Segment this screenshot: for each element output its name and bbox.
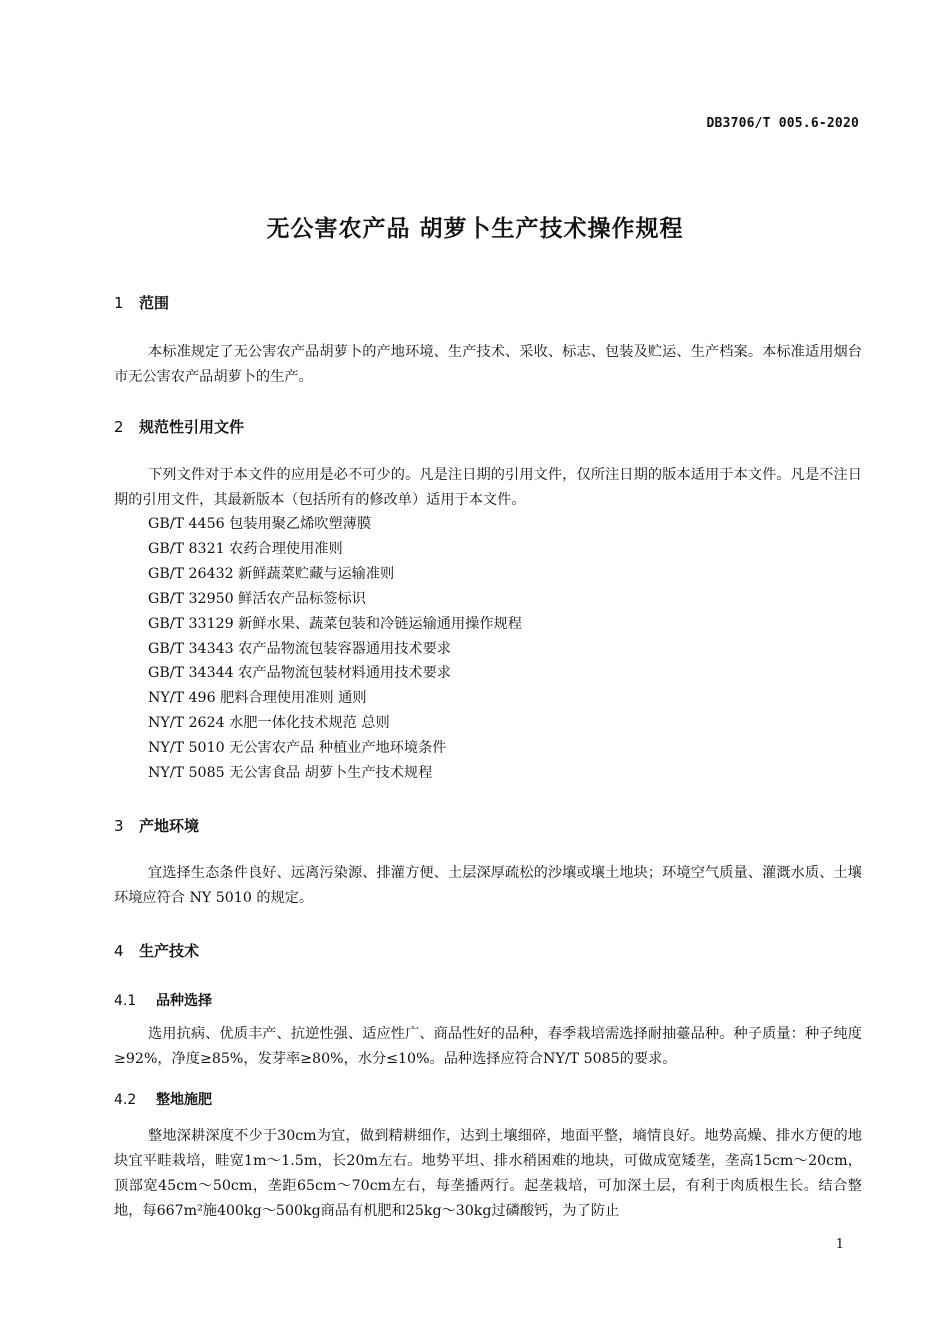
section-number: 3 [114,817,124,835]
reference-item: GB/T 8321 农药合理使用准则 [148,540,343,557]
reference-list [148,512,522,786]
reference-item: GB/T 34344 农产品物流包装材料通用技术要求 [148,665,451,682]
subsection-4-2-heading [114,1089,212,1109]
subsection-number: 4.1 [114,993,137,1009]
page-number: 1 [835,1237,844,1252]
section-title: 生产技术 [139,942,200,960]
subsection-4-1-paragraph: 选用抗病、优质丰产、抗逆性强、适应性广、商品性好的品种，春季栽培需选择耐抽薹品种。种子质量：种子纯度≥92%，净度≥85%，发芽率≥80%，水分≤10%。品种选择应符合NY/T 5085的要求。 [114,1026,862,1067]
subsection-number: 4.2 [114,1092,137,1108]
section-2-paragraph: 下列文件对于本文件的应用是必不可少的。凡是注日期的引用文件，仅所注日期的版本适用于本文件。凡是不注日期的引用文件，其最新版本（包括所有的修改单）适用于本文件。 [114,467,862,508]
reference-item: GB/T 26432 新鲜蔬菜贮藏与运输准则 [148,565,395,582]
section-1-paragraph: 本标准规定了无公害农产品胡萝卜的产地环境、生产技术、采收、标志、包装及贮运、生产档案。本标准适用烟台市无公害农产品胡萝卜的生产。 [114,344,862,385]
section-title: 产地环境 [139,817,200,835]
section-4-heading [114,940,199,961]
reference-item: NY/T 2624 水肥一体化技术规范 总则 [148,715,390,732]
section-title: 范围 [139,294,170,312]
section-3-paragraph: 宜选择生态条件良好、远离污染源、排灌方便、土层深厚疏松的沙壤或壤土地块；环境空气质量、灌溉水质、土壤环境应符合 NY 5010 的规定。 [114,865,862,906]
subsection-title: 品种选择 [156,993,212,1009]
reference-item: NY/T 496 肥料合理使用准则 通则 [148,690,367,707]
standard-code: DB3706/T 005.6-2020 [706,116,859,131]
section-title: 规范性引用文件 [139,418,245,436]
reference-item: NY/T 5085 无公害食品 胡萝卜生产技术规程 [148,765,433,782]
reference-item: GB/T 32950 鲜活农产品标签标识 [148,590,366,607]
section-number: 2 [114,418,124,436]
section-1-heading [114,292,169,313]
section-number: 4 [114,942,124,960]
subsection-4-2-paragraph: 整地深耕深度不少于30cm为宜，做到精耕细作，达到土壤细碎，地面平整，墒情良好。地势高燥、排水方便的地块宜平畦栽培，畦宽1m～1.5m，长20m左右。地势平坦、排水稍困难的地块，可做成宽矮垄，垄高15cm～20cm，顶部宽45cm～50cm，垄距65cm～70cm左右，每垄播两行。起垄栽培，可加深土层，有利于肉质根生长。结合整地，每667m²施400kg～500kg商品有机肥和25kg～30kg过磷酸钙，为了防止 [114,1128,862,1219]
document-title: 无公害农产品 胡萝卜生产技术操作规程 [266,216,684,242]
section-3-heading [114,815,199,836]
section-2-heading [114,416,244,437]
reference-item: NY/T 5010 无公害农产品 种植业产地环境条件 [148,740,447,757]
subsection-4-1-heading [114,990,212,1010]
subsection-title: 整地施肥 [156,1092,212,1108]
section-number: 1 [114,294,124,312]
reference-item: GB/T 33129 新鲜水果、蔬菜包装和冷链运输通用操作规程 [148,615,522,632]
reference-item: GB/T 4456 包装用聚乙烯吹塑薄膜 [148,516,372,532]
reference-item: GB/T 34343 农产品物流包装容器通用技术要求 [148,640,451,657]
